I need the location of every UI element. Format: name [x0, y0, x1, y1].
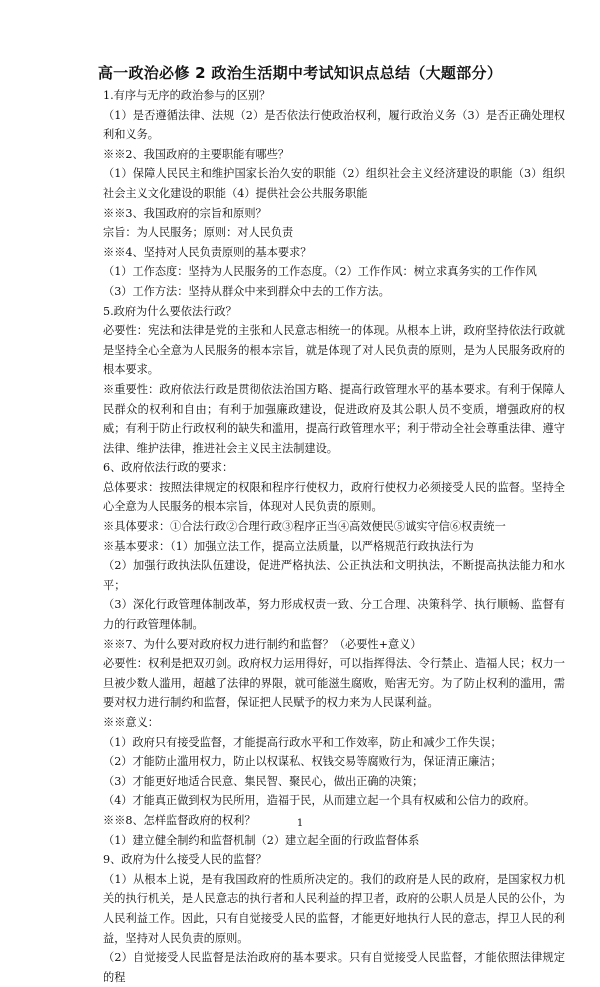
document-body [103, 86, 565, 987]
text-line: 必要性：权利是把双刃剑。政府权力运用得好，可以指挥得法、令行禁止、造福人民；权力一旦被少数人滥用，超越了法律的界限，就可能滋生腐败，贻害无穷。为了防止权利的滥用，需要对权力进行制约和监督，保证把人民赋予的权力来为人民谋利益。 [103, 657, 565, 710]
text-line: 9、政府为什么接受人民的监督？ [103, 853, 267, 867]
text-line: （2）加强行政执法队伍建设，促进严格执法、公正执法和文明执法，不断提高执法能力和水平； [103, 559, 565, 592]
text-line: ※※8、怎样监督政府的权利？ [103, 813, 256, 827]
text-line: ※重要性：政府依法行政是贯彻依法治国方略、提高行政管理水平的基本要求。有利于保障人民群众的权利和自由；有利于加强廉政建设，促进政府及其公职人员不变质，增强政府的权威；有利于防止行政权利的缺失和滥用，提高行政管理水平；利于带动全社会尊重法律、遵守法律、维护法律，推进社会主义民主法制建设。 [103, 382, 565, 455]
text-line: （3）工作方法：坚持从群众中来到群众中去的工作方法。 [103, 284, 390, 298]
text-line: ※※7、为什么要对政府权力进行制约和监督？（必要性+意义） [103, 637, 422, 651]
text-line: （1）从根本上说，是有我国政府的性质所决定的。我们的政府是人民的政府，是国家权力机关的执行机关，是人民意志的执行者和人民利益的捍卫者，政府的公职人员是人民的公仆，为人民利益工作。因此，只有自觉接受人民的监督，才能更好地执行人民的意志，捍卫人民的利益，坚持对人民负责的原则。 [103, 872, 565, 945]
text-line: （1）工作态度：坚持为人民服务的工作态度。（2）工作作风：树立求真务实的工作作风 [103, 265, 537, 279]
text-line: （2）自觉接受人民监督是法治政府的基本要求。只有自觉接受人民监督，才能依照法律规定的程 [103, 951, 565, 984]
text-line: ※※3、我国政府的宗旨和原则？ [103, 206, 267, 220]
text-line: 6、政府依法行政的要求： [103, 461, 234, 475]
text-line: （1）建立健全制约和监督机制（2）建立起全面的行政监督体系 [103, 833, 420, 847]
text-line: 必要性：宪法和法律是党的主张和人民意志相统一的体现。从根本上讲，政府坚持依法行政就是坚持全心全意为人民服务的根本宗旨，就是体现了对人民负责的原则，是为人民服务政府的根本要求。 [103, 324, 565, 377]
text-line: ※※意义： [103, 716, 159, 729]
page-number: 1 [296, 818, 304, 829]
text-line: 5.政府为什么要依法行政？ [103, 304, 237, 318]
text-line: ※基本要求：（1）加强立法工作，提高立法质量，以严格规范行政执法行为 [103, 539, 474, 553]
text-line: （4）才能真正做到权为民所用，造福于民，从而建立起一个具有权威和公信力的政府。 [103, 794, 536, 808]
text-line: ※具体要求：①合法行政②合理行政③程序正当④高效便民⑤诚实守信⑥权责统一 [103, 520, 506, 534]
text-line: 宗旨：为人民服务；原则：对人民负责 [103, 226, 294, 240]
text-line: 1.有序与无序的政治参与的区别？ [103, 89, 271, 102]
text-line: （2）才能防止滥用权力，防止以权谋私、权钱交易等腐败行为，保证清正廉洁； [103, 755, 502, 769]
text-line: （3）才能更好地适合民意、集民智、聚民心，做出正确的决策； [103, 774, 424, 788]
text-line: 总体要求：按照法律规定的权限和程序行使权力，政府行使权力必须接受人民的监督。坚持全心全意为人民服务的根本宗旨，体现对人民负责的原则。 [103, 480, 565, 514]
text-line: （1）保障人民民主和维护国家长治久安的职能（2）组织社会主义经济建设的职能（3）组织社会主义文化建设的职能（4）提供社会公共服务职能 [103, 167, 565, 200]
text-line: （1）是否遵循法律、法规（2）是否依法行使政治权利，履行政治义务（3）是否正确处理权利和义务。 [103, 108, 565, 142]
text-line: （1）政府只有接受监督，才能提高行政水平和工作效率，防止和减少工作失误； [103, 735, 502, 749]
page-title: 高一政治必修 2 政治生活期中考试知识点总结（大题部分） [97, 64, 503, 82]
text-line: （3）深化行政管理体制改革，努力形成权责一致、分工合理、决策科学、执行顺畅、监督有力的行政管理体制。 [103, 598, 565, 632]
text-line: ※※2、我国政府的主要职能有哪些？ [103, 147, 290, 161]
text-line: ※※4、坚持对人民负责原则的基本要求？ [103, 245, 312, 259]
